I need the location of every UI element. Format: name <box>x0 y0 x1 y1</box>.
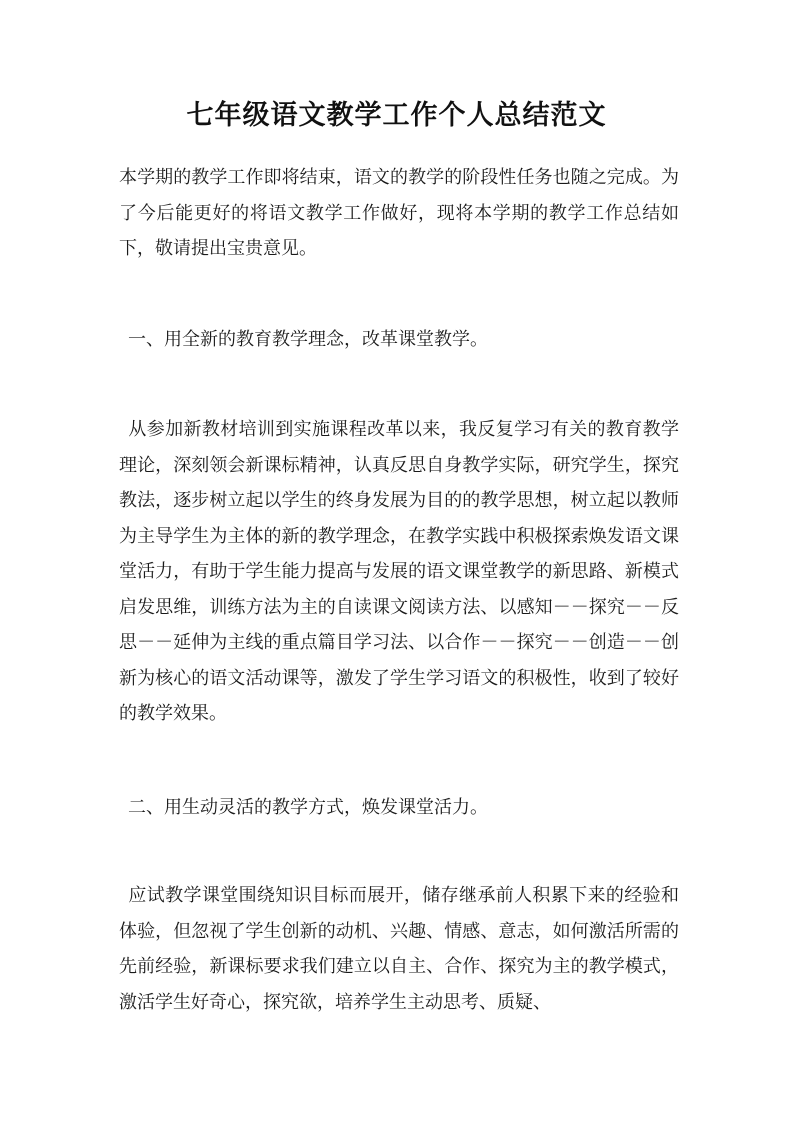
section-2-heading-text: 二、用生动灵活的教学方式，焕发课堂活力。 <box>128 797 488 818</box>
section-1-heading <box>119 322 679 358</box>
intro-paragraph: 本学期的教学工作即将结束，语文的教学的阶段性任务也随之完成。为了今后能更好的将语文教学工作做好，现将本学期的教学工作总结如下，敬请提出宝贵意见。 <box>119 167 679 259</box>
section-1-heading-text: 一、用全新的教育教学理念，改革课堂教学。 <box>128 329 488 350</box>
section-2-body-text: 应试教学课堂围绕知识目标而展开，储存继承前人积累下来的经验和体验，但忽视了学生创新的动机、兴趣、情感、意志，如何激活所需的先前经验，新课标要求我们建立以自主、合作、探究为主的教学模式，激活学生好奇心，探究欲，培养学生主动思考、质疑、 <box>119 885 679 1013</box>
section-2-heading <box>119 790 679 826</box>
document-title: 七年级语文教学工作个人总结范文 <box>186 100 607 131</box>
section-1-paragraph <box>119 412 679 732</box>
section-2-paragraph <box>119 878 679 1020</box>
section-1-body-text: 从参加新教材培训到实施课程改革以来，我反复学习有关的教育教学理论，深刻领会新课标精神，认真反思自身教学实际，研究学生，探究教法，逐步树立起以学生的终身发展为目的的教学思想，树立起以教师为主导学生为主体的新的教学理念，在教学实践中积极探索焕发语文课堂活力，有助于学生能力提高与发展的语文课堂教学的新思路、新模式启发思维，训练方法为主的自读课文阅读方法、以感知－－探究－－反思－－延伸为主线的重点篇目学习法、以合作－－探究－－创造－－创新为核心的语文活动课等，激发了学生学习语文的积极性，收到了较好的教学效果。 <box>119 419 679 724</box>
